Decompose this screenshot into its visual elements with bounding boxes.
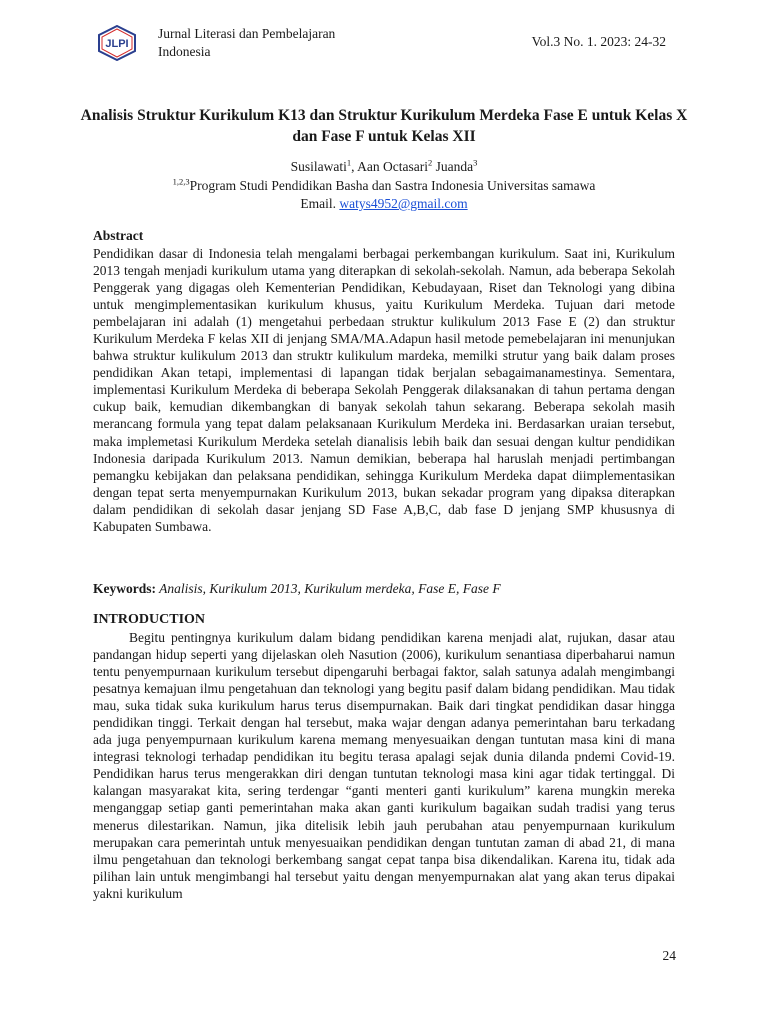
journal-name: Jurnal Literasi dan Pembelajaran Indonesia	[158, 26, 336, 59]
logo-text: JLPI	[105, 38, 129, 50]
page-number: 24	[662, 948, 676, 963]
affiliation-text: Program Studi Pendidikan Basha dan Sastra Indonesia Universitas samawa	[189, 178, 596, 193]
keywords-label: Keywords:	[93, 581, 156, 596]
author-list	[0, 157, 768, 176]
abstract-body: Pendidikan dasar di Indonesia telah mengalami berbagai perkembangan kurikulum. Saat ini, Kurikulum 2013 tengah menjadi kurikulum utama yang diterapkan di sekolah-sekolah. Namun, ada beberapa Sekolah Penggerak yang digagas oleh Kementerian Pendidikan, Kebudayaan, Riset dan Teknologi yang dibina untuk mengimplementasikan kurikulum khusus, yaitu Kurikulum Merdeka. Tujuan dari metode pembelajaran ini adalah (1) mengetahui perbedaan struktur kulikulum 2013 Fase E (2) dan struktur Kurikulum Merdeka F kelas XII di jenjang SMA/MA.Adapun hasil metode pemebelajaran ini menunjukan bahwa struktur kulikulum 2013 dan struktr kulikulum mardeka, memilki strutur yang baik dalam proses pendidikan Akan tetapi, implementasi di lapangan tidak berjalan sebagaimanamestinya. Sementara, implementasi Kurikulum Merdeka di beberapa Sekolah Penggerak dilaksanakan di tahun pertama dengan cukup baik, kemudian dikembangkan di banyak sekolah tahun sekarang. Beberapa sekolah masih merancang formula yang tepat dalam pelaksanaan Kurikulum Merdeka ini. Berdasarkan uraian tersebut, maka implemetasi Kurikulum Merdeka setelah dianalisis lebih baik dan sesuai dengan kultur pendidikan Indonesia daripada Kurikulum 2013. Namun demikian, beberapa hal haruslah menjadi pertimbangan pemangku kebijakan dan pelaksana pendidikan, sehingga Kurikulum Merdeka dapat diimplementasikan dengan tepat serta menyempurnakan Kurikulum 2013, bukan sekadar program yang dipaksa diterapkan dalam pendidikan di sekolah dasar jenjang SD Fase A,B,C, dab fase D jenjang SMP khususnya di Kabupaten Sumbawa.	[93, 246, 675, 534]
affiliation	[0, 176, 768, 195]
author-3-sup: 3	[473, 157, 478, 168]
email-line	[0, 194, 768, 213]
introduction-heading: INTRODUCTION	[93, 612, 206, 627]
journal-volume: Vol.3 No. 1. 2023: 24-32	[531, 34, 666, 49]
journal-logo	[96, 25, 138, 61]
author-2: , Aan Octasari	[351, 159, 428, 174]
keywords-values: Analisis, Kurikulum 2013, Kurikulum merdeka, Fase E, Fase F	[156, 581, 501, 596]
keywords-line	[93, 581, 501, 597]
affiliation-sup: 1,2,3	[172, 176, 190, 187]
introduction-body: Begitu pentingnya kurikulum dalam bidang pendidikan karena menjadi alat, rujukan, dasar atau pandangan hidup seperti yang dijelaskan oleh Nasution (2006), kurikulum senantiasa diperbaharui namun tentu penyempurnaan kurikulum tersebut dipengaruhi berbagai faktor, salah satunya adalah mengimbangi pesatnya kemajuan ilmu pengetahuan dan teknologi yang begitu pasif dalam bidang pendidikan. Mau tidak mau, suka tidak suka kurikulum harus terus disempurnakan. Baik dari tingkat pendidikan dasar hingga pendidikan tinggi. Terkait dengan hal tersebut, maka wajar dengan adanya pemerintahan baru terkadang ada juga penyempurnaan kurikulum karena memang menyesuaikan dengan tuntutan masa kini di mana integrasi teknologi terhadap pendidikan itu begitu terasa apalagi sejak dunia dilanda pndemi Covid-19. Pendidikan harus terus mengerakkan diri dengan tuntutan teknologi masa kini agar tidak tertinggal. Di kalangan masyarakat kita, sering terdengar “ganti menteri ganti kurikulum” karena mungkin mereka menganggap setiap ganti pemerintahan maka akan ganti kurikulum bagaikan sudah tradisi yang terus menerus dilestarikan. Namun, jika ditelisik lebih jauh perubahan atau penyempurnaan kurikulum merupakan cara pemerintah untuk menyesuaikan pendidikan dengan tuntutan zaman di abad 21, di mana ilmu pengetahuan dan teknologi berkembang sangat cepat tanpa bisa dikendalikan. Karena itu, tidak ada pilihan lain untuk mengimbangi hal tersebut yaitu dengan menyempurnakan alat yang akan terus dipakai yakni kurikulum	[93, 630, 675, 901]
author-2-sup: 2	[427, 157, 433, 168]
email-label: Email.	[300, 196, 340, 211]
email-link[interactable]: watys4952@gmail.com	[339, 196, 468, 211]
abstract-heading: Abstract	[93, 228, 144, 243]
author-3: Juanda	[432, 159, 474, 174]
author-1: Susilawati	[290, 159, 347, 174]
author-1-sup: 1	[346, 157, 352, 168]
paper-title: Analisis Struktur Kurikulum K13 dan Struktur Kurikulum Merdeka Fase E untuk Kelas X dan Fase F untuk Kelas XII	[80, 107, 688, 145]
